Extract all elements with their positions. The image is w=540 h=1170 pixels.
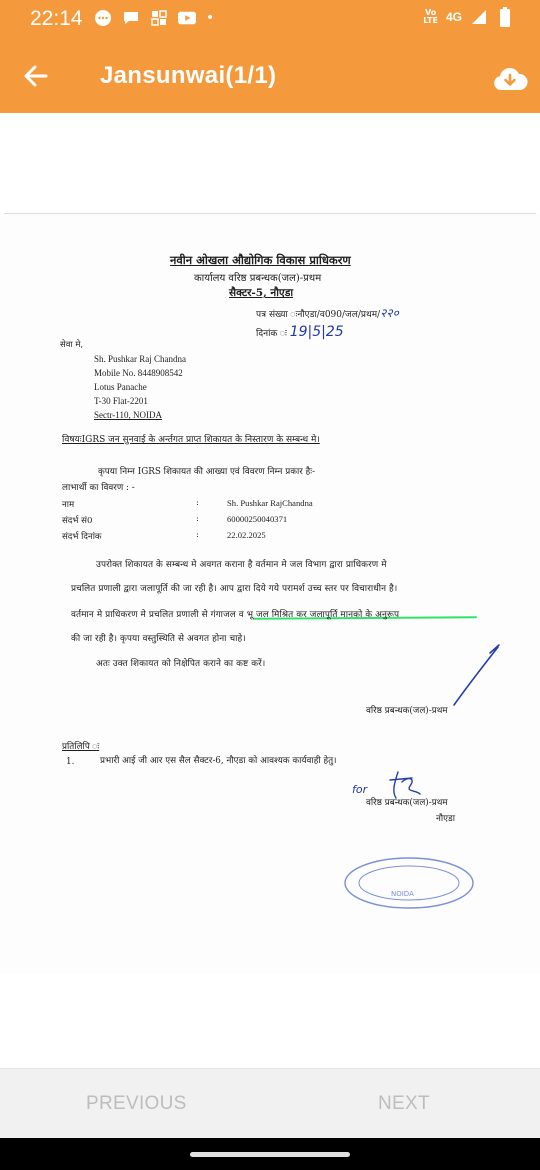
body-line: की जा रही है। कृपया वस्तुस्थिति से अवगत होना चाहे। — [71, 634, 246, 644]
status-dot: • — [206, 10, 215, 26]
office-sector: सैक्टर-5, नौएडा — [229, 287, 294, 299]
detail-key: नाम — [62, 500, 75, 510]
status-time: 22:14 — [30, 7, 83, 30]
detail-value: 22.02.2025 — [227, 530, 266, 540]
subject-line: विषयःIGRS जन सुनवाई के अर्न्तगत प्राप्त शिकायत के निस्तारण के सम्बन्ध मे। — [62, 435, 320, 445]
signal-icon — [470, 8, 488, 26]
chat-bubble-icon — [94, 9, 112, 27]
gallery-icon — [150, 9, 168, 27]
detail-separator: : — [196, 498, 199, 508]
arrow-left-icon — [18, 58, 54, 94]
address-line: Sh. Pushkar Raj Chandna — [94, 354, 186, 364]
back-button[interactable] — [18, 58, 54, 94]
copy-item-text: प्रभारी आई जी आर एस सैल सैक्टर-6, नौएडा को आवश्यक कार्यवाही हेतु। — [100, 756, 337, 766]
youtube-icon — [178, 9, 196, 27]
app-bar — [0, 40, 540, 113]
office-name: कार्यालय वरिष्ठ प्रबन्धक(जल)-प्रथम — [194, 273, 322, 284]
seal-text: NOIDA — [391, 890, 414, 898]
message-icon — [122, 9, 140, 27]
address-line: Lotus Panache — [94, 382, 147, 392]
next-button[interactable]: NEXT — [378, 1093, 430, 1114]
system-icons — [423, 8, 514, 26]
body-line: वर्तमान मे प्राधिकरण मे प्रचलित प्रणाली से गंगाजल व भू जल मिश्रित कर जलापूर्ति मानको के अनुरूप — [71, 610, 400, 620]
detail-value: Sh. Pushkar RajChandna — [227, 498, 313, 508]
previous-button[interactable]: PREVIOUS — [86, 1093, 187, 1114]
detail-separator: : — [196, 514, 199, 524]
body-line: प्रचलित प्रणाली द्वारा जलापूर्ति की जा रही है। आप द्वारा दिये गये परामर्श उच्च स्तर पर विचाराधीन है। — [71, 584, 398, 594]
detail-separator: : — [196, 530, 199, 540]
network-type: 4G — [445, 10, 462, 24]
body-line: उपरोक्त शिकायत के सम्बन्ध मे अवगत कराना है वर्तमान मे जल विभाग द्वारा प्राधिकरण मे — [96, 560, 387, 570]
body-line: अतः उक्त शिकायत को निक्षेपित कराने का कष्ट करें। — [96, 659, 266, 669]
date-handwritten: 19|5|25 — [289, 324, 344, 340]
address-line: Sectr-110, NOIDA — [94, 410, 162, 420]
status-bar — [0, 0, 540, 40]
detail-key: संदर्भ सं0 — [62, 516, 93, 526]
address-line: T-30 Flat-2201 — [94, 396, 148, 406]
beneficiary-label: लाभार्थी का विवरण : - — [62, 483, 135, 493]
letter-document — [0, 213, 540, 973]
volte-indicator: Vo LTE — [423, 8, 438, 25]
bottom-navigation — [0, 1068, 540, 1138]
signature-mark — [450, 633, 502, 711]
notification-icons — [94, 9, 214, 27]
home-gesture-pill[interactable] — [190, 1152, 350, 1157]
system-gesture-bar — [0, 1138, 540, 1170]
to-label: सेवा मे, — [60, 340, 84, 350]
download-button[interactable] — [492, 64, 528, 94]
sign-for-text: for — [352, 783, 368, 796]
cloud-download-icon — [492, 64, 528, 94]
page-edge — [4, 213, 536, 214]
intro-line: कृपया निम्न IGRS शिकायत की आख्या एवं विवरण निम्न प्रकार हैः- — [98, 467, 316, 477]
letter-date: दिनांक ः 19|5|25 — [256, 324, 344, 340]
address-line: Mobile No. 8448908542 — [94, 368, 183, 378]
signatory-city: नौएडा — [436, 814, 456, 824]
copy-item-number: 1. — [66, 757, 75, 767]
battery-icon — [496, 8, 514, 26]
signatory-title: वरिष्ठ प्रबन्धक(जल)-प्रथम — [366, 706, 448, 716]
org-name: नवीन ओखला औद्योगिक विकास प्राधिकरण — [170, 253, 351, 267]
office-seal — [339, 853, 479, 913]
copy-label: प्रतिलिपि ः — [62, 742, 100, 752]
document-viewer[interactable] — [0, 113, 540, 1068]
signatory-title-2: वरिष्ठ प्रबन्धक(जल)-प्रथम — [366, 798, 448, 808]
detail-key: संदर्भ दिनांक — [62, 532, 102, 542]
page-title: Jansunwai(1/1) — [100, 62, 277, 89]
detail-value: 60000250040371 — [227, 514, 288, 524]
letter-number-handwritten: २२० — [380, 306, 399, 320]
letter-number: पत्र संख्या ःनौएडा/व090/जल/प्रथम/२२० — [256, 306, 399, 320]
